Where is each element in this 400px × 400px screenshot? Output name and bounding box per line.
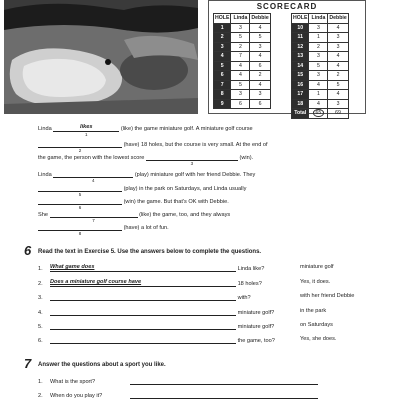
exercise6-given-answer: with her friend Debbie	[300, 293, 355, 299]
linda-score: 4	[309, 80, 328, 90]
debbie-score: 4	[328, 90, 348, 100]
hole-number: 16	[292, 80, 309, 90]
question-end: miniature golf?	[237, 310, 275, 316]
scorecard-row	[292, 42, 349, 52]
exercise6-question	[38, 264, 264, 272]
scorecard	[208, 0, 366, 117]
hole-number: 1	[214, 23, 231, 33]
linda-score: 1	[309, 33, 328, 43]
exercise5-line-6: 6 (win) the game. But that's OK with Debbie.	[38, 197, 229, 205]
hole-number: 5	[214, 61, 231, 71]
hole-number: 7	[214, 80, 231, 90]
linda-score: 3	[231, 90, 250, 100]
exercise5-line-4: Linda 4 (play) miniature golf with her friend Debbie. They	[38, 172, 256, 183]
exercise6-given-answer: miniature golf	[300, 264, 334, 270]
exercise5-line-8: 8 (have) a lot of fun.	[38, 223, 169, 231]
scorecard-row	[292, 90, 349, 100]
linda-score: 4	[231, 61, 250, 71]
scorecard-row	[292, 52, 349, 62]
header-hole: HOLE	[293, 15, 308, 22]
hole-number: 10	[292, 23, 309, 33]
blank-2[interactable]: 2	[38, 140, 122, 148]
exercise6-question	[38, 322, 274, 330]
hole-number: 18	[292, 99, 309, 109]
hole-number: 6	[214, 71, 231, 81]
question-number: 2.	[38, 281, 43, 287]
linda-score: 7	[231, 52, 250, 62]
hole-number: 17	[292, 90, 309, 100]
exercise5-line-7: She 7 (like) the game, too, and they always	[38, 212, 231, 223]
exercise6-question	[38, 279, 262, 287]
debbie-score: 4	[328, 61, 348, 71]
header-linda: Linda	[231, 14, 250, 24]
linda-score: 2	[309, 42, 328, 52]
exercise5-line-1: Linda likes 1 (like) the game miniature golf. A miniature golf course	[38, 124, 253, 137]
exercise6-question	[38, 293, 251, 301]
header-hole: HOLE	[215, 15, 230, 22]
hole-number: 4	[214, 52, 231, 62]
scorecard-row	[214, 99, 271, 109]
blank-3[interactable]: 3	[146, 153, 238, 161]
answer-line[interactable]	[130, 391, 318, 399]
scorecard-right-table	[291, 13, 349, 119]
question-number: 6.	[38, 338, 43, 344]
debbie-score: 6	[250, 99, 270, 109]
exercise6-question	[38, 308, 274, 316]
debbie-score: 3	[250, 42, 270, 52]
question-answer-line[interactable]	[50, 293, 236, 301]
question-number: 4.	[38, 310, 43, 316]
linda-score: 2	[231, 42, 250, 52]
scorecard-row	[214, 52, 271, 62]
exercise6-given-answer: in the park	[300, 308, 327, 314]
debbie-score: 4	[250, 23, 270, 33]
question-number: 1.	[38, 266, 43, 272]
hole-number: 15	[292, 71, 309, 81]
question-text: What is the sport?	[50, 379, 96, 385]
question-answer-line[interactable]	[50, 308, 236, 316]
scorecard-row	[292, 23, 349, 33]
linda-score: 3	[309, 23, 328, 33]
scorecard-row	[214, 23, 271, 33]
blank-7[interactable]: 7	[50, 210, 138, 218]
total-debbie: 69	[328, 109, 348, 119]
question-end: miniature golf?	[237, 324, 275, 330]
exercise7-question	[38, 391, 318, 399]
blank-5[interactable]: 5	[38, 184, 122, 192]
total-label: Total	[292, 109, 309, 119]
scorecard-row	[292, 99, 349, 109]
scorecard-title: SCORECARD	[256, 2, 318, 11]
header-debbie: Debbie	[329, 15, 347, 22]
question-end: the game, too?	[237, 338, 275, 344]
linda-score: 1	[309, 90, 328, 100]
scorecard-row	[292, 71, 349, 81]
debbie-score: 2	[328, 71, 348, 81]
linda-score: 3	[231, 23, 250, 33]
exercise6-given-answer: on Saturdays	[300, 322, 333, 328]
scorecard-row	[214, 61, 271, 71]
scorecard-row	[292, 61, 349, 71]
hole-number: 14	[292, 61, 309, 71]
exercise7-number: 7	[24, 356, 32, 371]
header-linda: Linda	[309, 14, 328, 24]
question-end: with?	[237, 295, 251, 301]
exercise5-line-5: 5 (play) in the park on Saturdays, and Linda usually	[38, 184, 246, 192]
hole-number: 11	[292, 33, 309, 43]
debbie-score: 3	[328, 42, 348, 52]
hole-number: 8	[214, 90, 231, 100]
exercise6-question	[38, 336, 275, 344]
exercise7-question	[38, 377, 318, 385]
exercise5-line-2: 2 (have) 18 holes, but the course is very small. At the end of	[38, 140, 268, 148]
blank-8[interactable]: 8	[38, 223, 122, 231]
debbie-score: 4	[250, 52, 270, 62]
exercise6-given-answer: Yes, it does.	[300, 279, 331, 285]
debbie-score: 6	[250, 61, 270, 71]
question-end: 18 holes?	[237, 281, 262, 287]
question-number: 2.	[38, 393, 43, 399]
scorecard-left-table	[213, 13, 271, 109]
debbie-score: 4	[328, 23, 348, 33]
question-text: When do you play it?	[50, 393, 103, 399]
debbie-score: 3	[250, 90, 270, 100]
question-answer-line[interactable]	[50, 336, 236, 344]
linda-score: 5	[231, 33, 250, 43]
question-answer-line[interactable]: What game does	[50, 264, 236, 272]
header-debbie: Debbie	[251, 15, 269, 22]
question-number: 3.	[38, 295, 43, 301]
linda-score: 3	[309, 52, 328, 62]
scorecard-row	[214, 71, 271, 81]
answer-line[interactable]	[130, 377, 318, 385]
linda-score: 6	[231, 99, 250, 109]
question-end: Linda like?	[237, 266, 265, 272]
debbie-score: 5	[328, 80, 348, 90]
debbie-score: 3	[328, 33, 348, 43]
debbie-score: 2	[250, 71, 270, 81]
blank-4[interactable]: 4	[53, 170, 133, 178]
linda-score: 5	[309, 61, 328, 71]
question-answer-line[interactable]	[50, 322, 236, 330]
exercise5-line-3: the game, the person with the lowest score 3 (win).	[38, 155, 254, 166]
hole-number: 3	[214, 42, 231, 52]
question-number: 1.	[38, 379, 43, 385]
scorecard-row	[214, 80, 271, 90]
linda-score: 3	[309, 71, 328, 81]
blank-1[interactable]: likes 1	[53, 124, 119, 132]
debbie-score: 4	[250, 80, 270, 90]
linda-score: 4	[309, 99, 328, 109]
linda-score: 5	[231, 80, 250, 90]
question-answer-line[interactable]: Does a miniature golf course have	[50, 279, 236, 287]
debbie-score: 3	[328, 99, 348, 109]
scorecard-row	[214, 90, 271, 100]
scorecard-row	[292, 33, 349, 43]
question-number: 5.	[38, 324, 43, 330]
exercise6-instruction: Read the text in Exercise 5. Use the answers below to complete the questions.	[38, 249, 262, 255]
exercise6-number: 6	[24, 243, 32, 258]
miniature-golf-photo	[4, 0, 198, 114]
exercise7-instruction: Answer the questions about a sport you like.	[38, 362, 166, 368]
total-row	[292, 109, 349, 119]
hole-number: 9	[214, 99, 231, 109]
debbie-score: 5	[250, 33, 270, 43]
hole-number: 12	[292, 42, 309, 52]
scorecard-row	[214, 33, 271, 43]
blank-6[interactable]: 6	[38, 197, 122, 205]
total-linda: 65	[313, 109, 325, 117]
debbie-score: 4	[328, 52, 348, 62]
scorecard-row	[214, 42, 271, 52]
hole-number: 13	[292, 52, 309, 62]
scorecard-row	[292, 80, 349, 90]
linda-score: 4	[231, 71, 250, 81]
hole-number: 2	[214, 33, 231, 43]
exercise6-given-answer: Yes, she does.	[300, 336, 337, 342]
